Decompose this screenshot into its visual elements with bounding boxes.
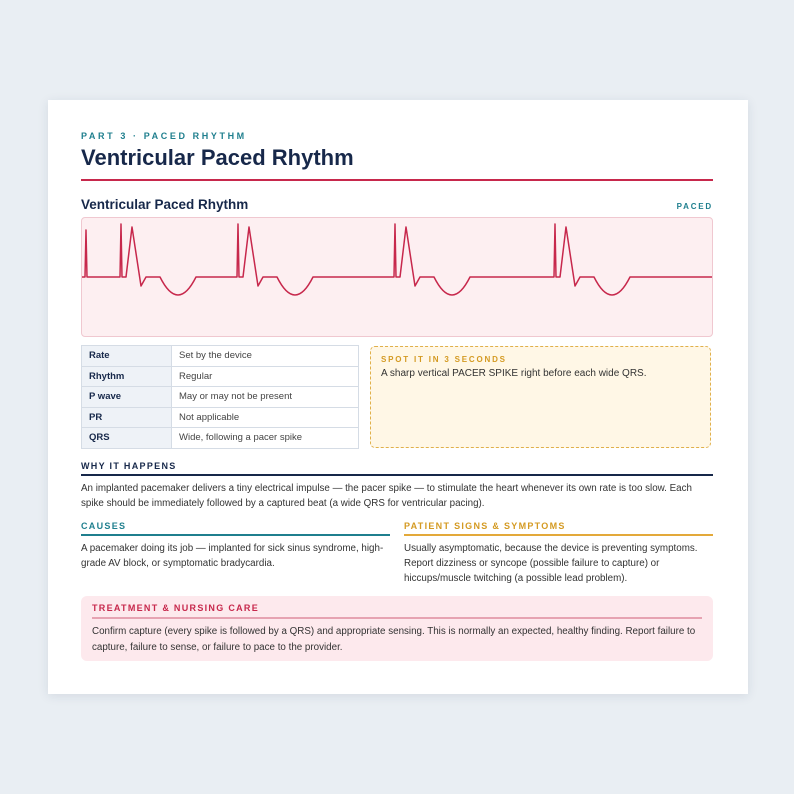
why-divider [81,474,713,476]
facts-row [82,428,359,449]
rhythm-facts-table [81,345,359,449]
title-divider [81,179,713,181]
ecg-strip [81,217,713,337]
treatment-heading: TREATMENT & NURSING CARE [92,603,260,613]
strip-title: Ventricular Paced Rhythm [81,197,249,212]
signs-divider [404,534,713,536]
facts-key: P wave [82,387,172,408]
why-heading: WHY IT HAPPENS [81,461,177,471]
signs-text: Usually asymptomatic, because the device is preventing symptoms. Report dizziness or syncope (possible failure to capture) or hiccups/muscle twitching (a possible lead problem). [404,543,698,584]
ecg-trace-svg [82,218,712,336]
facts-value: Wide, following a pacer spike [172,428,359,449]
why-text: An implanted pacemaker delivers a tiny electrical impulse — the pacer spike — to stimulate the heart whenever its own rate is too slow. Each spike should be immediately followed by a captured beat (a wide QRS for ventricular pacing). [81,483,692,509]
facts-key: PR [82,407,172,428]
facts-value: May or may not be present [172,387,359,408]
facts-value: Set by the device [172,346,359,367]
facts-key: QRS [82,428,172,449]
section-eyebrow: PART 3 · PACED RHYTHM [81,131,247,141]
paced-badge: PACED [676,202,713,211]
facts-key: Rhythm [82,366,172,387]
facts-row [82,346,359,367]
rhythm-card [48,100,748,694]
treatment-text: Confirm capture (every spike is followed by a QRS) and appropriate sensing. This is normally an expected, healthy finding. Report failure to capture, failure to sense, or failure to pace to the provider. [92,625,696,653]
spot-title: SPOT IT IN 3 SECONDS [381,355,507,364]
causes-heading: CAUSES [81,521,127,531]
facts-row [82,407,359,428]
facts-row [82,366,359,387]
signs-heading: PATIENT SIGNS & SYMPTOMS [404,521,566,531]
page-title: Ventricular Paced Rhythm [81,145,354,170]
treatment-divider [92,617,702,619]
spot-it-callout [370,346,711,448]
facts-value: Regular [172,366,359,387]
facts-value: Not applicable [172,407,359,428]
spot-text: A sharp vertical PACER SPIKE right before each wide QRS. [381,368,647,379]
causes-text: A pacemaker doing its job — implanted for sick sinus syndrome, high-grade AV block, or symptomatic bradycardia. [81,543,384,569]
treatment-panel [81,596,713,661]
facts-row [82,387,359,408]
facts-key: Rate [82,346,172,367]
causes-divider [81,534,390,536]
ecg-trace [82,224,712,295]
